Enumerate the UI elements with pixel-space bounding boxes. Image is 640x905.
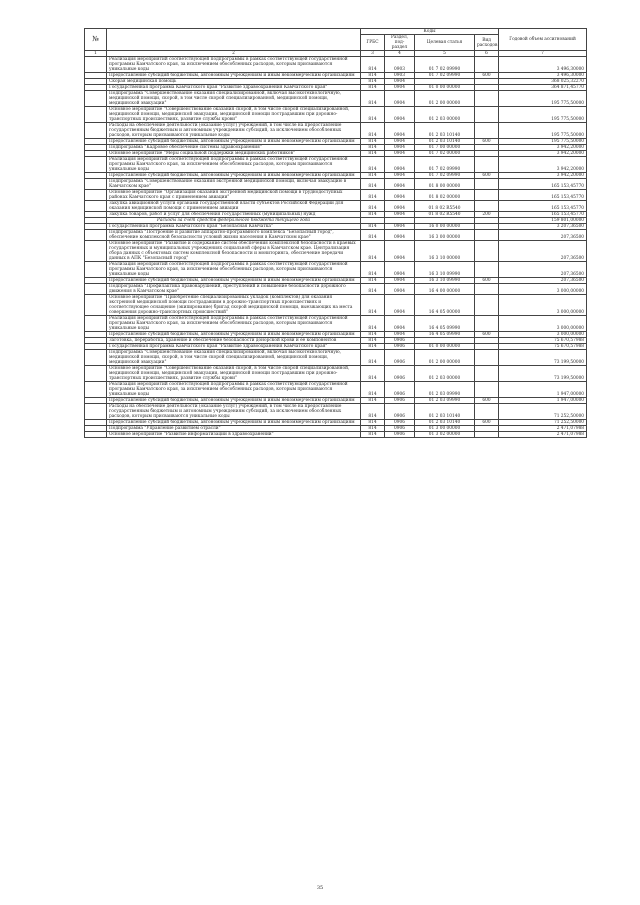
row-section: 0904 bbox=[385, 139, 415, 145]
row-expense-type bbox=[475, 123, 499, 139]
row-target-article: 01 2 03 10140 bbox=[415, 123, 475, 139]
row-amount: 3 942,20000 bbox=[499, 173, 587, 179]
row-number bbox=[85, 57, 107, 73]
table-row bbox=[85, 201, 587, 212]
row-name: Основное мероприятие "Развитие и содержание систем обеспечения комплексной безопасности в краевых государственных и муниципальных учреждениях социальной сферы в Камчатском крае. Централизация сбора данных с объектовых систем комплексной безопасности и мониторинга, обеспечение передачи данных в АПК "Безопасный город" bbox=[107, 241, 361, 262]
row-name: Государственная программа Камчатского края "Развитие здравоохранения Камчатского края" bbox=[107, 344, 361, 350]
row-name: Расходы за счет средств федерального бюджета текущего года bbox=[107, 218, 361, 224]
row-name: Предоставление субсидий бюджетным, автономным учреждениям и иным некоммерческим организациям bbox=[107, 398, 361, 404]
row-name: Государственная программа Камчатского края "Безопасная Камчатка" bbox=[107, 224, 361, 230]
row-expense-type bbox=[475, 432, 499, 438]
row-grbs: 814 bbox=[361, 79, 385, 85]
header-grbs: ГРБС bbox=[361, 35, 385, 51]
row-name: Предоставление субсидий бюджетным, автономным учреждениям и иным некоммерческим организациям bbox=[107, 173, 361, 179]
index-3: 3 bbox=[361, 51, 385, 57]
row-target-article: 16 3 10 09990 bbox=[415, 278, 475, 284]
row-target-article: 01 2 03 09990 bbox=[415, 382, 475, 398]
row-amount: 75 670,57988 bbox=[499, 338, 587, 344]
row-expense-type: 600 bbox=[475, 332, 499, 338]
row-name: Заготовка, переработка, хранение и обеспечение безопасности донорской крови и ее компонентов bbox=[107, 338, 361, 344]
row-amount: 165 153,45770 bbox=[499, 179, 587, 190]
table-row bbox=[85, 241, 587, 262]
row-number bbox=[85, 432, 107, 438]
index-7: 7 bbox=[499, 51, 587, 57]
row-expense-type bbox=[475, 190, 499, 201]
row-grbs: 814 bbox=[361, 73, 385, 79]
row-name: Реализация мероприятий соответствующей подпрограммы в рамках соответствующей государственной программы Камчатского края, за исключением обособленных расходов, которым присваиваются уникальные коды bbox=[107, 382, 361, 398]
row-expense-type bbox=[475, 404, 499, 420]
table-row bbox=[85, 57, 587, 73]
row-name: Закупка товаров, работ и услуг для обеспечения государственных (муниципальных) нужд bbox=[107, 212, 361, 218]
row-name: Основное мероприятие "Совершенствование оказания скорой, в том числе скорой специализированной, медицинской помощи, медицинской эвакуации, медицинской помощи пострадавшим при дорожно-транспортных происшествиях, развитие службы крови" bbox=[107, 107, 361, 123]
row-number bbox=[85, 91, 107, 107]
header-target: Целевая статья bbox=[415, 35, 475, 51]
row-expense-type bbox=[475, 230, 499, 241]
row-target-article: 01 3 00 00000 bbox=[415, 426, 475, 432]
row-expense-type bbox=[475, 241, 499, 262]
index-1: 1 bbox=[85, 51, 107, 57]
row-grbs: 814 bbox=[361, 157, 385, 173]
row-target-article: 01 7 02 09990 bbox=[415, 157, 475, 173]
row-section: 0904 bbox=[385, 201, 415, 212]
row-section: 0903 bbox=[385, 57, 415, 73]
row-amount: 3 000,00000 bbox=[499, 332, 587, 338]
row-expense-type: 600 bbox=[475, 73, 499, 79]
row-target-article: 16 4 05 00000 bbox=[415, 295, 475, 316]
row-grbs: 814 bbox=[361, 366, 385, 382]
row-grbs: 814 bbox=[361, 179, 385, 190]
table-row bbox=[85, 123, 587, 139]
table-row bbox=[85, 107, 587, 123]
table-row bbox=[85, 295, 587, 316]
row-name: Реализация мероприятий соответствующей подпрограммы в рамках соответствующей государственной программы Камчатского края, за исключением обособленных расходов, которым присваиваются уникальные коды bbox=[107, 316, 361, 332]
row-amount: 2 471,07988 bbox=[499, 432, 587, 438]
row-expense-type bbox=[475, 201, 499, 212]
row-amount: 3 207,36500 bbox=[499, 224, 587, 230]
row-target-article: 01 7 00 00000 bbox=[415, 145, 475, 151]
row-section: 0904 bbox=[385, 79, 415, 85]
index-4: 4 bbox=[385, 51, 415, 57]
row-name: Предоставление субсидий бюджетным, автономным учреждениям и иным некоммерческим организациям bbox=[107, 278, 361, 284]
row-section: 0904 bbox=[385, 107, 415, 123]
row-amount: 165 153,45770 bbox=[499, 212, 587, 218]
row-target-article: 01 2 03 09990 bbox=[415, 398, 475, 404]
row-number bbox=[85, 382, 107, 398]
row-expense-type bbox=[475, 350, 499, 366]
table-row bbox=[85, 316, 587, 332]
row-section: 0906 bbox=[385, 366, 415, 382]
row-grbs: 814 bbox=[361, 344, 385, 350]
row-amount: 3 496,30000 bbox=[499, 73, 587, 79]
row-section: 0904 bbox=[385, 91, 415, 107]
table-row bbox=[85, 262, 587, 278]
table-row bbox=[85, 366, 587, 382]
row-name: Основное мероприятие "Организация оказания экстренной медицинской помощи в труднодоступных районах Камчатского края с применением авиации" bbox=[107, 190, 361, 201]
row-name: Основное мероприятие "Развитие информатизации в здравоохранении" bbox=[107, 432, 361, 438]
table-row bbox=[85, 230, 587, 241]
row-name: Реализация мероприятий соответствующей подпрограммы в рамках соответствующей государственной программы Камчатского края, за исключением обособленных расходов, которым присваиваются уникальные коды bbox=[107, 262, 361, 278]
row-expense-type bbox=[475, 107, 499, 123]
row-name: Подпрограмма "Кадровое обеспечение системы здравоохранения" bbox=[107, 145, 361, 151]
row-amount: 165 153,45770 bbox=[499, 190, 587, 201]
row-grbs: 814 bbox=[361, 173, 385, 179]
row-grbs: 814 bbox=[361, 426, 385, 432]
row-section: 0906 bbox=[385, 350, 415, 366]
row-grbs: 814 bbox=[361, 404, 385, 420]
table-row bbox=[85, 382, 587, 398]
row-target-article: 01 2 03 00000 bbox=[415, 107, 475, 123]
row-grbs: 814 bbox=[361, 316, 385, 332]
row-grbs: 814 bbox=[361, 190, 385, 201]
row-name: Предоставление субсидий бюджетным, автономным учреждениям и иным некоммерческим организациям bbox=[107, 73, 361, 79]
row-grbs: 814 bbox=[361, 139, 385, 145]
row-section: 0904 bbox=[385, 190, 415, 201]
row-number bbox=[85, 295, 107, 316]
row-amount: 3 496,30000 bbox=[499, 57, 587, 73]
table-row bbox=[85, 404, 587, 420]
row-number bbox=[85, 404, 107, 420]
row-section: 0904 bbox=[385, 262, 415, 278]
row-target-article: 01 2 03 10140 bbox=[415, 139, 475, 145]
page-number: 35 bbox=[316, 885, 324, 891]
row-expense-type bbox=[475, 157, 499, 173]
row-amount: 3 942,20000 bbox=[499, 145, 587, 151]
row-target-article: 16 0 00 00000 bbox=[415, 224, 475, 230]
row-name: Основное мероприятие "Меры социальной поддержки медицинских работников" bbox=[107, 151, 361, 157]
row-number bbox=[85, 179, 107, 190]
row-name: Реализация мероприятий соответствующей подпрограммы в рамках соответствующей государственной программы Камчатского края, за исключением обособленных расходов, которым присваиваются уникальные коды bbox=[107, 57, 361, 73]
row-target-article: 01 7 02 09990 bbox=[415, 57, 475, 73]
row-amount: 165 153,45770 bbox=[499, 201, 587, 212]
table-row bbox=[85, 432, 587, 438]
row-grbs: 814 bbox=[361, 85, 385, 91]
row-grbs: 814 bbox=[361, 295, 385, 316]
row-grbs: 814 bbox=[361, 382, 385, 398]
row-amount: 2 471,07988 bbox=[499, 426, 587, 432]
row-expense-type: 600 bbox=[475, 420, 499, 426]
row-target-article: 01 2 03 10140 bbox=[415, 420, 475, 426]
row-section: 0906 bbox=[385, 338, 415, 344]
row-amount: 73 199,50000 bbox=[499, 366, 587, 382]
row-number bbox=[85, 123, 107, 139]
row-expense-type bbox=[475, 316, 499, 332]
table-row bbox=[85, 350, 587, 366]
row-section: 0903 bbox=[385, 73, 415, 79]
row-name: Предоставление субсидий бюджетным, автономным учреждениям и иным некоммерческим организациям bbox=[107, 139, 361, 145]
row-expense-type: 600 bbox=[475, 278, 499, 284]
row-name: Предоставление субсидий бюджетным, автономным учреждениям и иным некоммерческим организациям bbox=[107, 332, 361, 338]
row-number bbox=[85, 316, 107, 332]
index-5: 5 bbox=[415, 51, 475, 57]
row-number bbox=[85, 262, 107, 278]
row-target-article: 16 4 00 00000 bbox=[415, 284, 475, 295]
row-target-article: 01 2 00 00000 bbox=[415, 350, 475, 366]
row-name: Расходы на обеспечение деятельности (оказание услуг) учреждений, в том числе на предоставление государственным бюджетным и автономным учреждениям субсидий, за исключением обособленных расходов, которым присваиваются уникальные коды bbox=[107, 123, 361, 139]
row-name: Подпрограмма "Совершенствование оказания специализированной, включая высокотехнологичную, медицинской помощи, скорой, в том числе скорой специализированной, медицинской помощи, медицинской эвакуации" bbox=[107, 91, 361, 107]
row-amount: 71 252,50000 bbox=[499, 420, 587, 426]
row-grbs: 814 bbox=[361, 107, 385, 123]
row-amount: 207,36500 bbox=[499, 278, 587, 284]
row-amount: 207,36500 bbox=[499, 262, 587, 278]
table-row bbox=[85, 179, 587, 190]
row-target-article: 01 8 02 R5540 bbox=[415, 212, 475, 218]
row-amount: 71 252,50000 bbox=[499, 404, 587, 420]
row-target-article: 01 0 00 00000 bbox=[415, 344, 475, 350]
header-num: № bbox=[85, 29, 107, 51]
row-amount: 75 670,57988 bbox=[499, 344, 587, 350]
row-target-article: 01 3 02 00000 bbox=[415, 432, 475, 438]
row-grbs: 814 bbox=[361, 201, 385, 212]
row-amount: 3 000,00000 bbox=[499, 295, 587, 316]
row-section: 0906 bbox=[385, 382, 415, 398]
row-number bbox=[85, 366, 107, 382]
row-expense-type: 200 bbox=[475, 212, 499, 218]
row-section: 0904 bbox=[385, 295, 415, 316]
row-name: Подпрограмма "Совершенствование оказания экстренной медицинской помощи, включая эвакуацию в Камчатском крае" bbox=[107, 179, 361, 190]
row-name: Основное мероприятие "Совершенствование оказания скорой, в том числе скорой специализированной, медицинской помощи, медицинской эвакуации, медицинской помощи пострадавшим при дорожно-транспортных происшествиях, развитие службы крови" bbox=[107, 366, 361, 382]
row-target-article: 01 2 03 10140 bbox=[415, 404, 475, 420]
row-grbs: 814 bbox=[361, 338, 385, 344]
row-amount: 207,36500 bbox=[499, 230, 587, 241]
row-target-article: 01 2 00 00000 bbox=[415, 91, 475, 107]
header-name bbox=[107, 29, 361, 51]
row-name: Основное мероприятие "Приобретение специализированных укладок (комплектов) для оказания экстренной медицинской помощи пострадавшим в дорожно-транспортных происшествиях и соответствующее оснащение (экипирование) бригад скорой медицинской помощи, выезжающих на места совершения дорожно-транспортных происшествий" bbox=[107, 295, 361, 316]
row-expense-type: 600 bbox=[475, 139, 499, 145]
row-section: 0904 bbox=[385, 316, 415, 332]
row-target-article: 01 7 02 00000 bbox=[415, 151, 475, 157]
row-number bbox=[85, 241, 107, 262]
row-name: Закупка авиационной услуги органами государственной власти субъектов Российской Федерации для оказания медицинской помощи с применением авиации bbox=[107, 201, 361, 212]
row-target-article: 01 8 02 00000 bbox=[415, 190, 475, 201]
row-number bbox=[85, 157, 107, 173]
row-expense-type bbox=[475, 366, 499, 382]
row-amount: 3 942,20000 bbox=[499, 157, 587, 173]
budget-table bbox=[84, 28, 587, 438]
row-section: 0904 bbox=[385, 123, 415, 139]
row-amount: 1 947,00000 bbox=[499, 382, 587, 398]
header-codes: Коды bbox=[361, 29, 499, 35]
header-amount: Годовой объем ассигнований bbox=[499, 29, 587, 51]
row-section: 0906 bbox=[385, 344, 415, 350]
row-target-article: 01 2 03 00000 bbox=[415, 366, 475, 382]
row-amount: 195 775,50000 bbox=[499, 91, 587, 107]
row-name: Расходы на обеспечение деятельности (оказание услуг) учреждений, в том числе на предоставление государственным бюджетным и автономным учреждениям субсидий, за исключением обособленных расходов, которым присваиваются уникальные коды bbox=[107, 404, 361, 420]
row-grbs: 814 bbox=[361, 91, 385, 107]
row-expense-type: 600 bbox=[475, 173, 499, 179]
budget-table-sheet bbox=[84, 28, 586, 438]
row-section: 0904 bbox=[385, 145, 415, 151]
row-name: Подпрограмма "Управление развитием отрасли" bbox=[107, 426, 361, 432]
row-section: 0904 bbox=[385, 179, 415, 190]
row-grbs: 814 bbox=[361, 230, 385, 241]
row-grbs: 814 bbox=[361, 151, 385, 157]
table-row bbox=[85, 91, 587, 107]
row-target-article: 16 3 10 00000 bbox=[415, 241, 475, 262]
row-grbs: 814 bbox=[361, 398, 385, 404]
row-expense-type bbox=[475, 284, 499, 295]
row-target-article: 01 7 02 09990 bbox=[415, 173, 475, 179]
row-section: 0904 bbox=[385, 151, 415, 157]
row-grbs: 814 bbox=[361, 212, 385, 218]
row-name: Государственная программа Камчатского края "Развитие здравоохранения Камчатского края" bbox=[107, 85, 361, 91]
row-grbs: 814 bbox=[361, 420, 385, 426]
row-amount: 3 000,00000 bbox=[499, 316, 587, 332]
row-number bbox=[85, 350, 107, 366]
row-target-article: 01 7 02 09990 bbox=[415, 73, 475, 79]
row-expense-type bbox=[475, 382, 499, 398]
row-expense-type bbox=[475, 91, 499, 107]
row-amount: 195 775,50000 bbox=[499, 107, 587, 123]
row-name: Реализация мероприятий соответствующей подпрограммы в рамках соответствующей государственной программы Камчатского края, за исключением обособленных расходов, которым присваиваются уникальные коды bbox=[107, 157, 361, 173]
row-number bbox=[85, 284, 107, 295]
row-target-article: 16 4 05 09990 bbox=[415, 316, 475, 332]
row-section: 0904 bbox=[385, 230, 415, 241]
row-grbs: 814 bbox=[361, 145, 385, 151]
row-grbs: 814 bbox=[361, 57, 385, 73]
row-section: 0904 bbox=[385, 278, 415, 284]
row-section: 0906 bbox=[385, 404, 415, 420]
row-target-article: 01 8 00 00000 bbox=[415, 179, 475, 190]
table-body bbox=[85, 57, 587, 438]
row-section: 0904 bbox=[385, 224, 415, 230]
row-section: 0906 bbox=[385, 432, 415, 438]
index-2: 2 bbox=[107, 51, 361, 57]
row-target-article: 01 8 02 R5540 bbox=[415, 201, 475, 212]
header-vid: Вид расходов bbox=[475, 35, 499, 51]
row-grbs: 814 bbox=[361, 262, 385, 278]
row-number bbox=[85, 201, 107, 212]
row-amount: 1 947,00000 bbox=[499, 398, 587, 404]
row-section: 0904 bbox=[385, 332, 415, 338]
row-grbs: 814 bbox=[361, 278, 385, 284]
row-section: 0906 bbox=[385, 398, 415, 404]
row-grbs: 814 bbox=[361, 224, 385, 230]
row-target-article: 01 0 00 00000 bbox=[415, 85, 475, 91]
row-amount: 195 775,50000 bbox=[499, 123, 587, 139]
row-section: 0904 bbox=[385, 241, 415, 262]
row-amount: 364 871,45770 bbox=[499, 85, 587, 91]
row-grbs: 814 bbox=[361, 332, 385, 338]
row-number bbox=[85, 230, 107, 241]
row-expense-type bbox=[475, 262, 499, 278]
row-section: 0904 bbox=[385, 212, 415, 218]
row-grbs: 814 bbox=[361, 241, 385, 262]
row-section: 0904 bbox=[385, 85, 415, 91]
table-row bbox=[85, 284, 587, 295]
row-section: 0904 bbox=[385, 157, 415, 173]
row-number bbox=[85, 107, 107, 123]
row-target-article: 16 4 05 09990 bbox=[415, 332, 475, 338]
row-grbs: 814 bbox=[361, 284, 385, 295]
row-amount: 3 000,00000 bbox=[499, 284, 587, 295]
row-expense-type: 600 bbox=[475, 398, 499, 404]
row-section: 0904 bbox=[385, 284, 415, 295]
row-amount: 159 801,00000 bbox=[499, 218, 587, 224]
row-amount: 195 775,50000 bbox=[499, 139, 587, 145]
row-number bbox=[85, 190, 107, 201]
row-amount: 207,36500 bbox=[499, 241, 587, 262]
row-section: 0904 bbox=[385, 173, 415, 179]
index-6: 6 bbox=[475, 51, 499, 57]
row-amount: 3 942,20000 bbox=[499, 151, 587, 157]
row-name: Подпрограмма "Профилактика правонарушений, преступлений и повышение безопасности дорожного движения в Камчатском крае" bbox=[107, 284, 361, 295]
row-name: Подпрограмма "Построение и развитие аппаратно-программного комплекса "Безопасный город", обеспечение комплексной безопасности условий жизни населения в Камчатском крае" bbox=[107, 230, 361, 241]
table-row bbox=[85, 157, 587, 173]
row-expense-type bbox=[475, 57, 499, 73]
row-section: 0906 bbox=[385, 420, 415, 426]
row-expense-type bbox=[475, 179, 499, 190]
row-amount: 73 199,50000 bbox=[499, 350, 587, 366]
row-target-article: 16 3 10 09990 bbox=[415, 262, 475, 278]
row-grbs: 814 bbox=[361, 432, 385, 438]
row-target-article: 16 3 00 00000 bbox=[415, 230, 475, 241]
row-name: Подпрограмма "Совершенствование оказания специализированной, включая высокотехнологичную, медицинской помощи, скорой, в том числе скорой специализированной, медицинской помощи, медицинской эвакуации" bbox=[107, 350, 361, 366]
row-amount: 368 025,32270 bbox=[499, 79, 587, 85]
row-name: Предоставление субсидий бюджетным, автономным учреждениям и иным некоммерческим организациям bbox=[107, 420, 361, 426]
row-grbs: 814 bbox=[361, 123, 385, 139]
row-grbs: 814 bbox=[361, 350, 385, 366]
row-section: 0906 bbox=[385, 426, 415, 432]
row-name: Скорая медицинская помощь bbox=[107, 79, 361, 85]
row-expense-type bbox=[475, 295, 499, 316]
header-section: Раздел, под-раздел bbox=[385, 35, 415, 51]
table-row bbox=[85, 190, 587, 201]
